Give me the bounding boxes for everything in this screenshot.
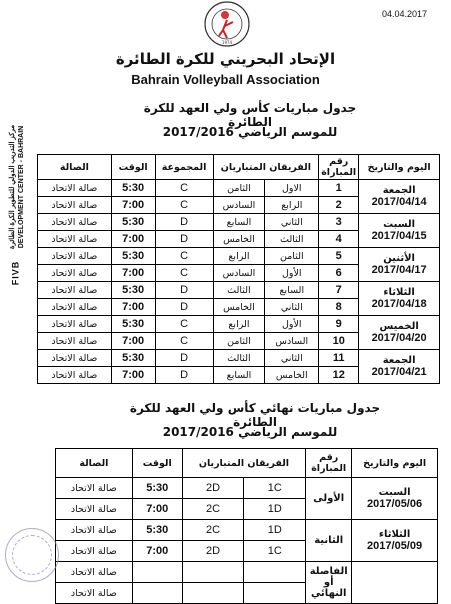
day-name: الثلاثاء [383,287,415,298]
match-number: 4 [319,231,359,248]
match-number: 1 [319,180,359,197]
match-number: 3 [319,214,359,231]
match-date: 2017/04/14 [371,196,427,208]
side-text-english: DEVELOPMENT CENTER - BAHRAIN [18,125,25,249]
hall: صالة الاتحاد [38,299,112,316]
group: D [155,299,213,316]
hall: صالة الاتحاد [56,499,133,520]
day-date-cell [352,520,438,562]
team-2: السابع [213,214,265,231]
team-2 [182,562,244,583]
match-time: 5:30 [111,180,155,197]
day-name: الجمعة [382,185,416,196]
team-2: 2C [182,520,244,541]
svg-text:1974: 1974 [221,40,233,45]
team-1: الثاني [265,299,319,316]
header-match-number: رقم المباراة [306,449,352,478]
match-number: 5 [319,248,359,265]
hall: صالة الاتحاد [56,583,133,604]
match-time: 7:00 [132,499,182,520]
hall: صالة الاتحاد [38,282,112,299]
team-2: الخامس [213,231,265,248]
team-1: 1D [244,520,306,541]
match-time: 7:00 [111,333,155,350]
match-time: 7:00 [111,197,155,214]
table-row [56,478,438,499]
match-date: 2017/04/21 [371,366,427,378]
table-row [38,350,440,367]
hall: صالة الاتحاد [38,197,112,214]
team-1: الثالث [265,231,319,248]
empty-day-cell [352,562,438,604]
hall: صالة الاتحاد [56,520,133,541]
team-1 [244,583,306,604]
team-1: الخامس [265,367,319,384]
hall: صالة الاتحاد [38,316,112,333]
group: C [155,197,213,214]
day-date-cell [359,180,440,214]
team-1: 1C [244,541,306,562]
group: D [155,367,213,384]
match-date: 2017/05/06 [367,498,423,510]
hall: صالة الاتحاد [38,333,112,350]
hall: صالة الاتحاد [38,367,112,384]
day-date-cell [359,350,440,384]
match-time: 5:30 [111,350,155,367]
team-1: السادس [265,333,319,350]
match-time: 5:30 [132,520,182,541]
table-row [38,248,440,265]
team-2: السابع [213,367,265,384]
fivb-logo-text: FIVB [10,260,21,286]
match-number: 8 [319,299,359,316]
team-2: السادس [213,197,265,214]
table-row [38,282,440,299]
hall: صالة الاتحاد [56,478,133,499]
team-2: السادس [213,265,265,282]
volleyball-association-logo [203,0,251,50]
hall: صالة الاتحاد [38,265,112,282]
table-row [56,562,438,583]
header-teams: الفريقان المتباريان [213,155,319,180]
hall: صالة الاتحاد [38,180,112,197]
day-name: السبت [378,487,411,498]
day-name: الخميس [379,321,419,332]
hall: صالة الاتحاد [56,562,133,583]
side-text-arabic: مركز التدريب الدولي للتطوير الكرة الطائرة [9,124,16,250]
team-1: الأول [265,316,319,333]
hall: صالة الاتحاد [38,248,112,265]
match-number: 7 [319,282,359,299]
match-round: الثانية [306,520,352,562]
team-1 [244,562,306,583]
match-number: 10 [319,333,359,350]
match-time: 7:00 [132,541,182,562]
table-row [38,180,440,197]
match-number: 2 [319,197,359,214]
match-time: 5:30 [111,316,155,333]
header-time: الوقت [111,155,155,180]
day-name: الأثنين [383,253,415,264]
table-header-row [38,155,440,180]
header-day-date: اليوم والتاريخ [359,155,440,180]
header-group: المجموعة [155,155,213,180]
match-time [132,562,182,583]
hall: صالة الاتحاد [38,214,112,231]
header-teams: الفريقان المتباريان [182,449,306,478]
table1-title: جدول مباريات كأس ولي العهد للكرة الطائرة [143,101,357,129]
association-name-english: Bahrain Volleyball Association [131,72,320,87]
table1-body [38,180,440,384]
team-1: 1D [244,499,306,520]
group: D [155,350,213,367]
group: C [155,180,213,197]
table-row [38,214,440,231]
match-time: 7:00 [111,265,155,282]
day-date-cell [359,282,440,316]
day-name: الجمعة [382,355,416,366]
group-stage-schedule-table [37,154,440,384]
table-row [38,316,440,333]
header-time: الوقت [132,449,182,478]
match-date: 2017/05/09 [367,540,423,552]
header-day-date: اليوم والتاريخ [352,449,438,478]
day-date-cell [359,214,440,248]
match-date: 2017/04/17 [371,264,427,276]
table2-title: جدول مباريات نهائي كأس ولي العهد للكرة الطائرة [129,401,381,429]
association-name-arabic: الإتحاد البحريني للكرة الطائرة [115,50,336,68]
hall: صالة الاتحاد [38,350,112,367]
hall: صالة الاتحاد [38,231,112,248]
table1-season: للموسم الرياضي 2017/2016 [162,125,338,139]
team-2: 2C [182,499,244,520]
match-date: 2017/04/20 [371,332,427,344]
hall: صالة الاتحاد [56,541,133,562]
team-1: الاول [265,180,319,197]
match-time: 7:00 [111,299,155,316]
day-date-cell [352,478,438,520]
team-2: الثالث [213,350,265,367]
day-date-cell [359,248,440,282]
match-time: 7:00 [111,367,155,384]
match-date: 2017/04/15 [371,230,427,242]
match-time: 5:30 [111,214,155,231]
group: C [155,265,213,282]
group: C [155,248,213,265]
day-date-cell [359,316,440,350]
match-number: 9 [319,316,359,333]
match-number: 6 [319,265,359,282]
match-time: 5:30 [132,478,182,499]
team-2: الثامن [213,180,265,197]
team-1: الثاني [265,214,319,231]
table2-season: للموسم الرياضي 2017/2016 [162,425,338,439]
official-stamp-inner [12,535,52,575]
match-round: الفاصلة أو النهائي [306,562,352,604]
day-name: الثلاثاء [378,529,411,540]
team-1: الأول [265,265,319,282]
team-1: الرابع [265,197,319,214]
team-2: الخامس [213,299,265,316]
team-2 [182,583,244,604]
team-1: السابع [265,282,319,299]
match-time: 7:00 [111,231,155,248]
group: C [155,333,213,350]
group: D [155,214,213,231]
table-row [56,520,438,541]
match-time: 5:30 [111,248,155,265]
team-1: الثاني [265,350,319,367]
document-date: 04.04.2017 [382,9,428,19]
team-2: الثالث [213,282,265,299]
match-time [132,583,182,604]
team-2: الثامن [213,333,265,350]
team-2: 2D [182,478,244,499]
header-hall: الصالة [38,155,112,180]
final-schedule-table [55,448,438,604]
match-round: الأولى [306,478,352,520]
match-number: 12 [319,367,359,384]
team-1: الثامن [265,248,319,265]
team-2: 2D [182,541,244,562]
match-date: 2017/04/18 [371,298,427,310]
header-hall: الصالة [56,449,133,478]
team-2: الرابع [213,248,265,265]
day-name: السبت [383,219,416,230]
team-2: الرابع [213,316,265,333]
group: C [155,316,213,333]
table-header-row [56,449,438,478]
match-time: 5:30 [111,282,155,299]
header-match-number: رقم المباراة [319,155,359,180]
team-1: 1C [244,478,306,499]
group: D [155,231,213,248]
table2-body [56,478,438,604]
group: D [155,282,213,299]
match-number: 11 [319,350,359,367]
